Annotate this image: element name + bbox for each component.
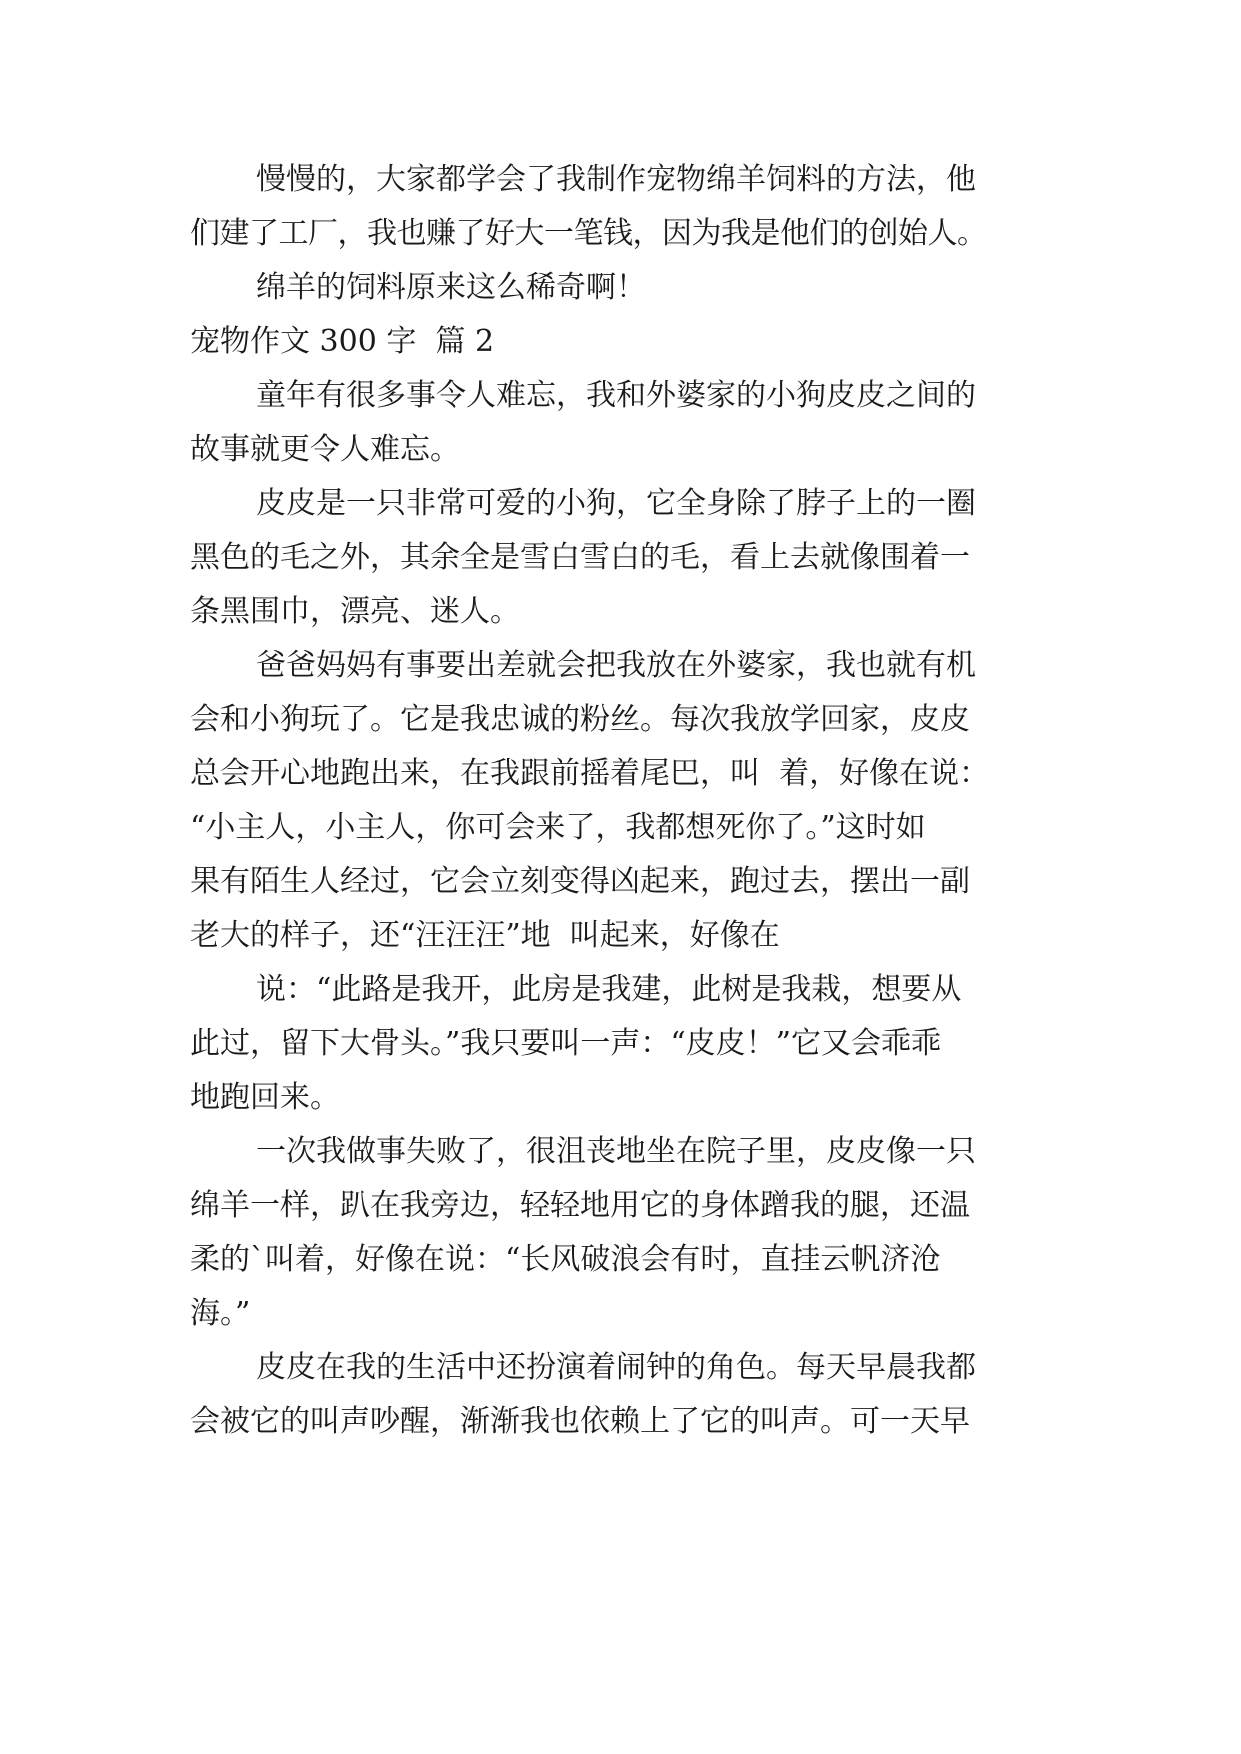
section-heading: 宠物作文 300 字 篇 2 (190, 324, 495, 359)
text-line: 绵羊一样，趴在我旁边，轻轻地用它的身体蹭我的腿，还温 (190, 1188, 970, 1223)
text-line: 黑色的毛之外，其余全是雪白雪白的毛，看上去就像围着一 (190, 540, 970, 575)
text-line: 说：“此路是我开，此房是我建，此树是我栽，想要从 (256, 972, 962, 1007)
text-line: 总会开心地跑出来，在我跟前摇着尾巴，叫 着，好像在说： (190, 756, 990, 791)
text-line: 绵羊的饲料原来这么稀奇啊！ (256, 270, 646, 305)
text-line: 故事就更令人难忘。 (190, 432, 460, 467)
text-line: 海。” (190, 1296, 251, 1331)
text-line: 慢慢的，大家都学会了我制作宠物绵羊饲料的方法，他 (256, 162, 976, 197)
text-line: 一次我做事失败了，很沮丧地坐在院子里，皮皮像一只 (256, 1134, 976, 1169)
text-line: 此过，留下大骨头。”我只要叫一声：“皮皮！”它又会乖乖 (190, 1026, 942, 1061)
text-line: 皮皮在我的生活中还扮演着闹钟的角色。每天早晨我都 (256, 1350, 976, 1385)
text-line: 童年有很多事令人难忘，我和外婆家的小狗皮皮之间的 (256, 378, 976, 413)
text-line: 爸爸妈妈有事要出差就会把我放在外婆家，我也就有机 (256, 648, 976, 683)
text-line: 皮皮是一只非常可爱的小狗，它全身除了脖子上的一圈 (256, 486, 976, 521)
text-line: 条黑围巾，漂亮、迷人。 (190, 594, 520, 629)
text-line: 们建了工厂，我也赚了好大一笔钱，因为我是他们的创始人。 (190, 216, 987, 251)
text-line: 果有陌生人经过，它会立刻变得凶起来，跑过去，摆出一副 (190, 864, 970, 899)
text-line: 柔的`叫着，好像在说：“长风破浪会有时，直挂云帆济沧 (190, 1242, 941, 1277)
text-line: 会和小狗玩了。它是我忠诚的粉丝。每次我放学回家，皮皮 (190, 702, 970, 737)
text-line: 地跑回来。 (190, 1080, 340, 1115)
text-line: 会被它的叫声吵醒，渐渐我也依赖上了它的叫声。可一天早 (190, 1404, 970, 1439)
text-line: 老大的样子，还“汪汪汪”地 叫起来，好像在 (190, 918, 780, 953)
text-line: “小主人，小主人，你可会来了，我都想死你了。”这时如 (190, 810, 926, 845)
